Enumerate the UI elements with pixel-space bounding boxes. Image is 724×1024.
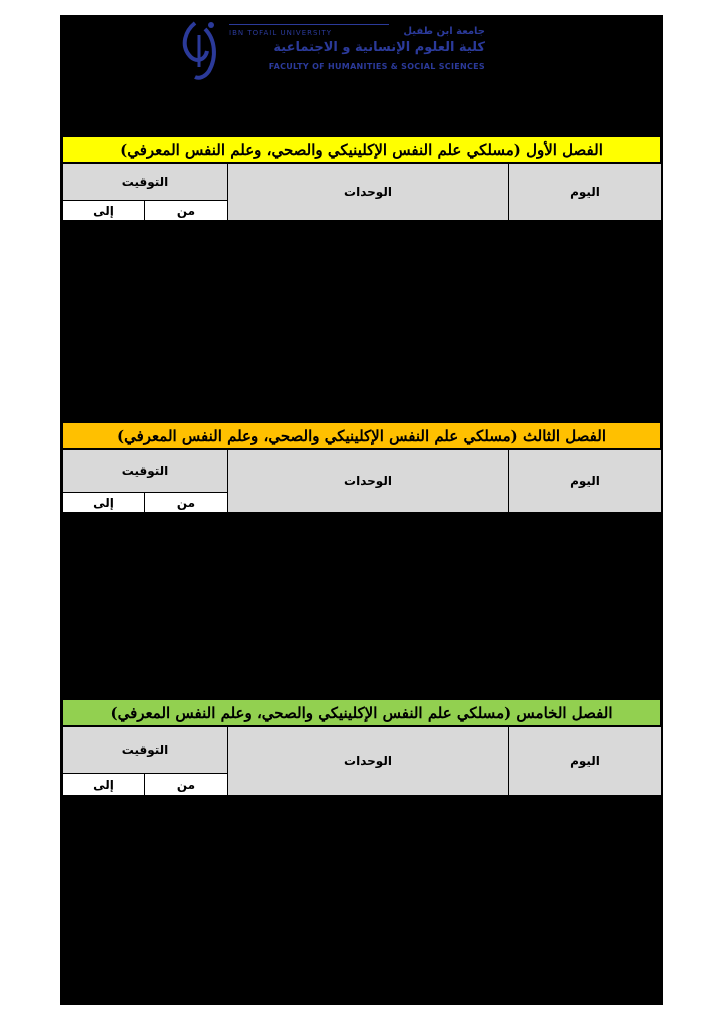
units-header: الوحدات [228,450,509,513]
timing-header: التوقيت [63,727,228,774]
units-header: الوحدات [228,164,509,221]
semester-1-title: الفصل الأول (مسلكي علم النفس الإكلينيكي والصحي، وعلم النفس المعرفي) [62,136,661,163]
logo-arabic-university: جامعة ابن طفيل [403,26,485,37]
logo-english-university: IBN TOFAIL UNIVERSITY [229,29,333,37]
units-header: الوحدات [228,727,509,796]
semester-5-section [62,699,661,796]
to-header: إلى [63,493,145,513]
semester-3-title: الفصل الثالث (مسلكي علم النفس الإكلينيكي والصحي، وعلم النفس المعرفي) [62,422,661,449]
semester-1-header-table [62,163,662,221]
from-header: من [145,774,228,796]
document-page [60,15,663,1005]
logo-arabic-faculty: كلية العلوم الإنسانية و الاجتماعية [273,40,485,55]
semester-3-header-table [62,449,662,513]
university-logo [175,15,485,85]
day-header: اليوم [509,727,662,796]
to-header: إلى [63,774,145,796]
university-emblem-icon [175,17,230,83]
timing-header: التوقيت [63,164,228,201]
semester-5-header-table [62,726,662,796]
day-header: اليوم [509,450,662,513]
semester-1-section [62,136,661,221]
from-header: من [145,201,228,221]
semester-3-section [62,422,661,513]
logo-english-faculty: FACULTY OF HUMANITIES & SOCIAL SCIENCES [268,62,485,71]
logo-text-block [229,19,485,79]
to-header: إلى [63,201,145,221]
logo-divider [229,24,389,25]
timing-header: التوقيت [63,450,228,493]
day-header: اليوم [509,164,662,221]
semester-5-title: الفصل الخامس (مسلكي علم النفس الإكلينيكي والصحي، وعلم النفس المعرفي) [62,699,661,726]
from-header: من [145,493,228,513]
